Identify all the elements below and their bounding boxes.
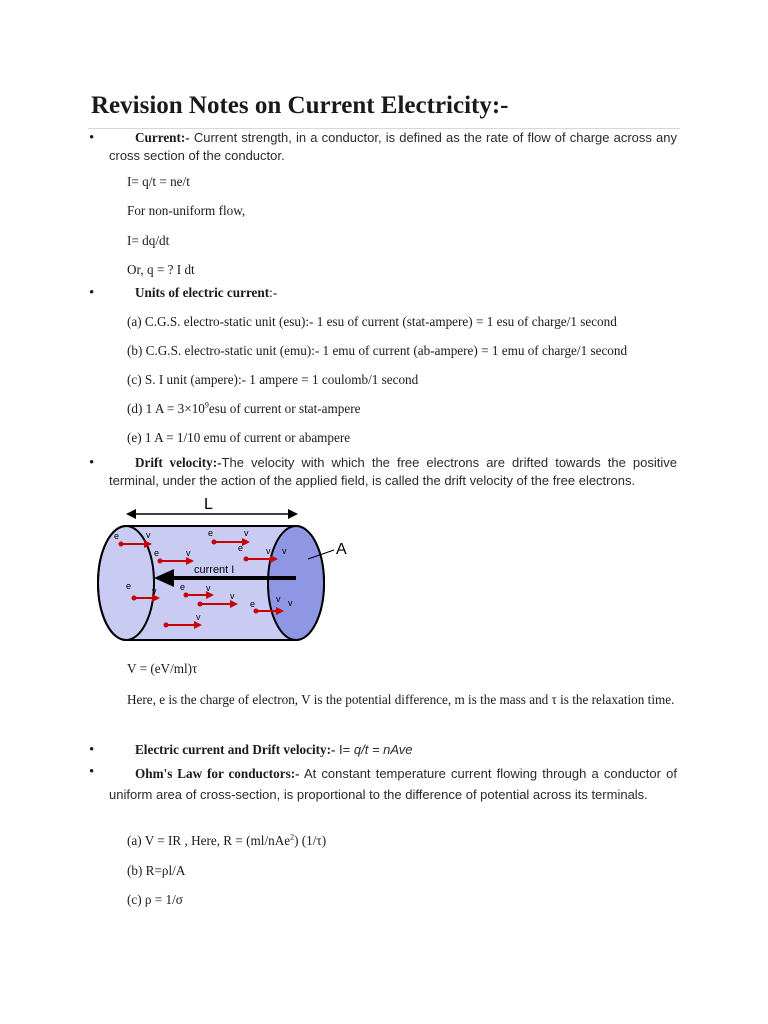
drift-formula: V = (eV/ml)τ — [127, 661, 198, 676]
drift-paragraph — [109, 454, 677, 490]
svg-text:v: v — [282, 546, 287, 556]
page-title: Revision Notes on Current Electricity:- — [91, 92, 509, 119]
svg-text:e: e — [180, 582, 186, 592]
svg-text:v: v — [186, 548, 191, 558]
ecdv-heading: Electric current and Drift velocity:- — [135, 742, 336, 757]
ecdv-line: Electric current and Drift velocity:- I= q/t = nAve — [109, 741, 677, 759]
units-heading-line — [109, 284, 677, 302]
ohm-item-b: (b) R=ρl/A — [127, 863, 186, 878]
units-item-a: (a) C.G.S. electro-static unit (esu):- 1 esu of current (stat-ampere) = 1 esu of charge/1 second — [127, 314, 617, 329]
units-item-e: (e) 1 A = 1/10 emu of current or abampere — [127, 430, 351, 445]
svg-text:v: v — [146, 530, 151, 540]
drift-velocity-diagram — [96, 494, 361, 644]
svg-text:v: v — [276, 594, 281, 604]
current-heading: Current:- — [135, 130, 190, 145]
current-paragraph — [109, 129, 677, 165]
bullet-ohm: • — [89, 764, 95, 780]
length-label: L — [204, 496, 213, 513]
svg-text:e: e — [126, 581, 132, 591]
bullet-units: • — [89, 285, 95, 301]
units-heading-suffix: :- — [269, 285, 278, 300]
units-heading: Units of electric current — [135, 285, 270, 300]
units-item-d: (d) 1 $A = 3\times 10^9esu$ of current or stat-ampere — [127, 400, 361, 416]
drift-explanation: Here, e is the charge of electron, V is the potential difference, m is the mass and τ is the relaxation time. — [127, 692, 675, 707]
svg-text:v: v — [206, 583, 211, 593]
svg-text:e: e — [238, 543, 244, 553]
units-item-b: (b) C.G.S. electro-static unit (emu):- 1 emu of current (ab-ampere) = 1 emu of charge/1 second — [127, 343, 628, 358]
svg-text:e: e — [208, 528, 214, 538]
current-equation-3: Or, q = ? I dt — [127, 262, 195, 277]
ohm-item-c: (c) ρ = 1/σ — [127, 892, 183, 907]
units-item-c: (c) S. I unit (ampere):- 1 ampere = 1 coulomb/1 second — [127, 372, 419, 387]
current-label: current I — [194, 564, 235, 576]
drift-definition: The velocity with which the free electrons are drifted towards the positive terminal, under the action of the applied field, is called the drift velocity of the free electrons. — [109, 455, 677, 488]
svg-text:v: v — [266, 546, 271, 556]
bullet-ecdv: • — [89, 742, 95, 758]
area-label: A — [336, 541, 347, 558]
ohm-definition: At constant temperature current flowing through a conductor of uniform area of cross-section, is proportional to the difference of potential across its terminals. — [109, 766, 677, 802]
svg-text:v: v — [196, 612, 201, 622]
svg-text:e: e — [114, 531, 120, 541]
svg-text:v: v — [288, 598, 293, 608]
cross-section-face — [268, 526, 324, 640]
ohm-heading: Ohm's Law for conductors:- — [135, 766, 300, 781]
current-equation-2: I= dq/dt — [127, 233, 170, 248]
svg-text:e: e — [154, 548, 160, 558]
svg-text:v: v — [230, 591, 235, 601]
svg-text:e: e — [250, 599, 256, 609]
current-definition: Current strength, in a conductor, is defined as the rate of flow of charge across any cross section of the conductor. — [109, 130, 677, 163]
svg-text:v: v — [152, 586, 157, 596]
svg-text:v: v — [244, 528, 249, 538]
bullet-drift: • — [89, 455, 95, 471]
bullet-current: • — [89, 130, 95, 146]
ecdv-formula: q/t = nAve — [353, 742, 413, 757]
ohm-paragraph — [109, 763, 677, 805]
non-uniform-note: For non-uniform flow, — [127, 203, 246, 218]
ohm-item-a: (a) V = IR , Here, R = (ml/nAe$^2$) (1/τ) — [127, 832, 327, 848]
current-equation-1: I= q/t = ne/t — [127, 174, 190, 189]
drift-heading: Drift velocity:- — [135, 455, 222, 470]
